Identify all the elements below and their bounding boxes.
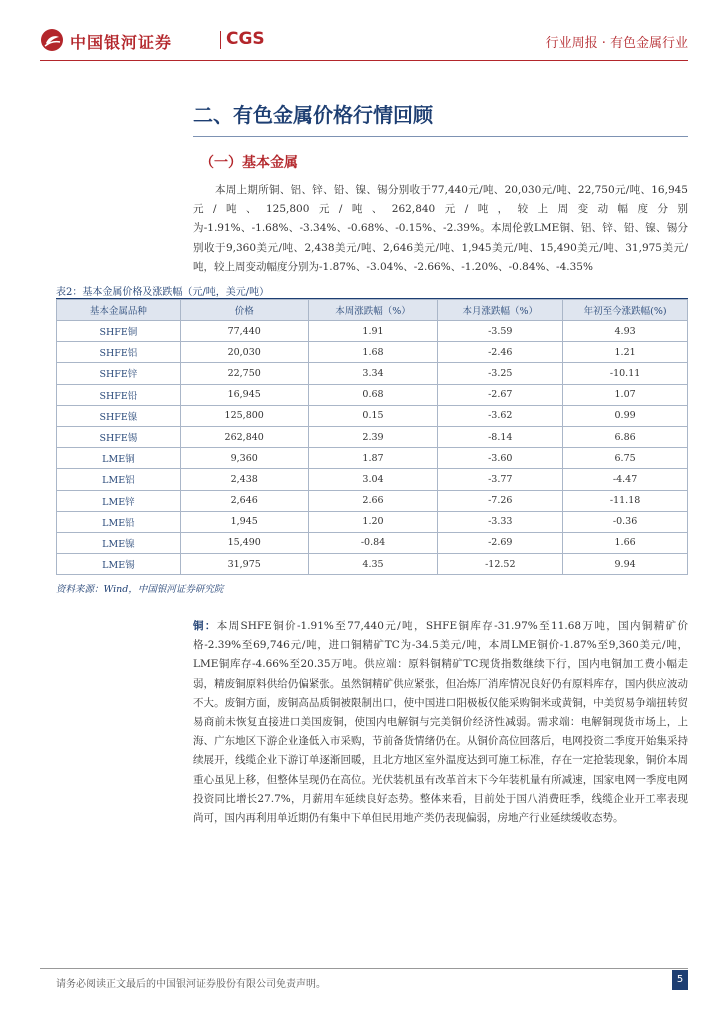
header-cell: 本月涨跌幅（%）: [438, 300, 563, 321]
page-number: 5: [672, 970, 688, 990]
value-cell: -3.77: [438, 469, 563, 490]
value-cell: 3.34: [308, 363, 438, 384]
brand-name-cn: 中国银河证券: [70, 33, 173, 52]
value-cell: 0.68: [308, 384, 438, 405]
value-cell: 9,360: [180, 448, 308, 469]
value-cell: -11.18: [563, 490, 688, 511]
value-cell: 3.04: [308, 469, 438, 490]
value-cell: 2,646: [180, 490, 308, 511]
value-cell: 2.66: [308, 490, 438, 511]
value-cell: -8.14: [438, 426, 563, 447]
value-cell: -3.62: [438, 405, 563, 426]
table-row: [57, 426, 688, 447]
table-row: [57, 384, 688, 405]
report-type: 行业周报 · 有色金属行业: [545, 36, 688, 51]
value-cell: 77,440: [180, 321, 308, 342]
value-cell: 20,030: [180, 342, 308, 363]
table-row: [57, 532, 688, 553]
metal-name-cell: LME铜: [57, 448, 181, 469]
value-cell: 1,945: [180, 511, 308, 532]
table-body: [57, 321, 688, 575]
table-row: [57, 469, 688, 490]
page-header: [40, 26, 688, 56]
value-cell: -0.36: [563, 511, 688, 532]
value-cell: 1.21: [563, 342, 688, 363]
value-cell: -10.11: [563, 363, 688, 384]
value-cell: 1.87: [308, 448, 438, 469]
value-cell: 6.86: [563, 426, 688, 447]
value-cell: 16,945: [180, 384, 308, 405]
value-cell: -4.47: [563, 469, 688, 490]
value-cell: 31,975: [180, 554, 308, 575]
value-cell: -3.25: [438, 363, 563, 384]
value-cell: 4.35: [308, 554, 438, 575]
value-cell: -12.52: [438, 554, 563, 575]
table-header-row: [57, 300, 688, 321]
value-cell: -2.67: [438, 384, 563, 405]
value-cell: 0.15: [308, 405, 438, 426]
table-row: [57, 363, 688, 384]
value-cell: 4.93: [563, 321, 688, 342]
value-cell: 1.20: [308, 511, 438, 532]
table-row: [57, 554, 688, 575]
metal-name-cell: SHFE铅: [57, 384, 181, 405]
metal-name-cell: LME锡: [57, 554, 181, 575]
copper-analysis-body: 本周SHFE铜价-1.91%至77,440元/吨，SHFE铜库存-31.97%至11.68万吨，国内铜精矿价格-2.39%至69,746元/吨，进口铜精矿TC为-34.5美元/吨，本周LME铜价-1.87%至9,360美元/吨，LME铜库存-4.66%至20.35万吨。供应端：原料铜精矿TC现货指数继续下行，国内电铜加工费小幅走弱，精废铜原料供给仍偏紧张。虽然铜精矿供应紧张，但冶炼厂消库情况良好仍有原料库存，国内供应波动不大。废铜方面，废铜高品质铜被限制出口，使中国进口阳极板仅能采购铜米或黄铜，中美贸易争端扭转贸易商前未恢复直接进口美国废铜，使国内电解铜与完美铜价经济性减弱。需求端：电解铜现货市场上，上海、广东地区下游企业逢低入市采购，节前备货情绪仍在。从铜价高位回落后，电网投资二季度开始集采持续展开，线缆企业下游订单逐渐回暖，且北方地区室外温度达到可施工标准，存在一定抢装现象，铜价本周重心虽见上移，但整体呈现仍在高位。光伏装机虽有改革首末下今年装机量有所减速，国家电网一季度电网投资同比增长27.7%，月薪用车延续良好态势。整体来看，目前处于国八消费旺季，线缆企业开工率表现尚可，国内再利用单近期仍有集中下单但民用地产类仍表现偏弱，房地产行业延续缓收态势。: [193, 620, 688, 825]
table-row: [57, 405, 688, 426]
cgs-logo-icon: [40, 28, 64, 52]
copper-lead-label: 铜：: [193, 620, 217, 632]
value-cell: 22,750: [180, 363, 308, 384]
value-cell: 1.91: [308, 321, 438, 342]
table-row: [57, 511, 688, 532]
value-cell: -2.46: [438, 342, 563, 363]
table-row: [57, 448, 688, 469]
header-divider: [40, 60, 688, 61]
value-cell: 9.94: [563, 554, 688, 575]
header-cell: 价格: [180, 300, 308, 321]
footer-disclaimer: 请务必阅读正文最后的中国银河证券股份有限公司免责声明。: [56, 979, 326, 990]
value-cell: 0.99: [563, 405, 688, 426]
metal-name-cell: SHFE镍: [57, 405, 181, 426]
metal-name-cell: LME锌: [57, 490, 181, 511]
value-cell: 125,800: [180, 405, 308, 426]
value-cell: 1.68: [308, 342, 438, 363]
metal-name-cell: LME铅: [57, 511, 181, 532]
header-cell: 年初至今涨跌幅(%): [563, 300, 688, 321]
value-cell: 2,438: [180, 469, 308, 490]
brand-divider: [220, 31, 221, 49]
value-cell: 6.75: [563, 448, 688, 469]
table-row: [57, 321, 688, 342]
value-cell: 262,840: [180, 426, 308, 447]
header-cell: 基本金属品种: [57, 300, 181, 321]
table-caption: 表2：基本金属价格及涨跌幅（元/吨，美元/吨）: [56, 287, 270, 298]
brand-name-en: CGS: [226, 29, 265, 49]
metal-name-cell: SHFE锌: [57, 363, 181, 384]
value-cell: 2.39: [308, 426, 438, 447]
metal-name-cell: SHFE铜: [57, 321, 181, 342]
section-divider: [193, 136, 688, 137]
value-cell: 1.66: [563, 532, 688, 553]
section-title: 二、有色金属价格行情回顾: [193, 103, 433, 127]
metals-price-summary: 本周上期所铜、铝、锌、铅、镍、锡分别收于77,440元/吨、20,030元/吨、22,750元/吨、16,945元/吨、125,800元/吨、262,840元/吨，较上周变动幅度分别为-1.91%、-1.68%、-3.34%、-0.68%、-0.15%、-2.39%。本周伦敦LME铜、铝、锌、铅、镍、锡分别收于9,360美元/吨、2,438美元/吨、2,646美元/吨、1,945美元/吨、15,490美元/吨、31,975美元/吨，较上周变动幅度分别为-1.87%、-3.04%、-2.66%、-1.20%、-0.84%、-4.35%: [193, 184, 688, 273]
table-row: [57, 342, 688, 363]
value-cell: 15,490: [180, 532, 308, 553]
value-cell: -7.26: [438, 490, 563, 511]
value-cell: -3.60: [438, 448, 563, 469]
table-source: 资料来源：Wind，中国银河证券研究院: [56, 584, 224, 595]
metal-price-table: [56, 299, 688, 575]
metal-name-cell: SHFE铝: [57, 342, 181, 363]
metal-name-cell: LME铝: [57, 469, 181, 490]
metal-name-cell: LME镍: [57, 532, 181, 553]
value-cell: -2.69: [438, 532, 563, 553]
value-cell: -0.84: [308, 532, 438, 553]
metal-name-cell: SHFE锡: [57, 426, 181, 447]
footer-divider: [40, 968, 688, 969]
header-cell: 本周涨跌幅（%）: [308, 300, 438, 321]
value-cell: -3.59: [438, 321, 563, 342]
value-cell: -3.33: [438, 511, 563, 532]
value-cell: 1.07: [563, 384, 688, 405]
subsection-title: （一）基本金属: [200, 155, 298, 171]
table-row: [57, 490, 688, 511]
copper-analysis: [193, 617, 688, 828]
